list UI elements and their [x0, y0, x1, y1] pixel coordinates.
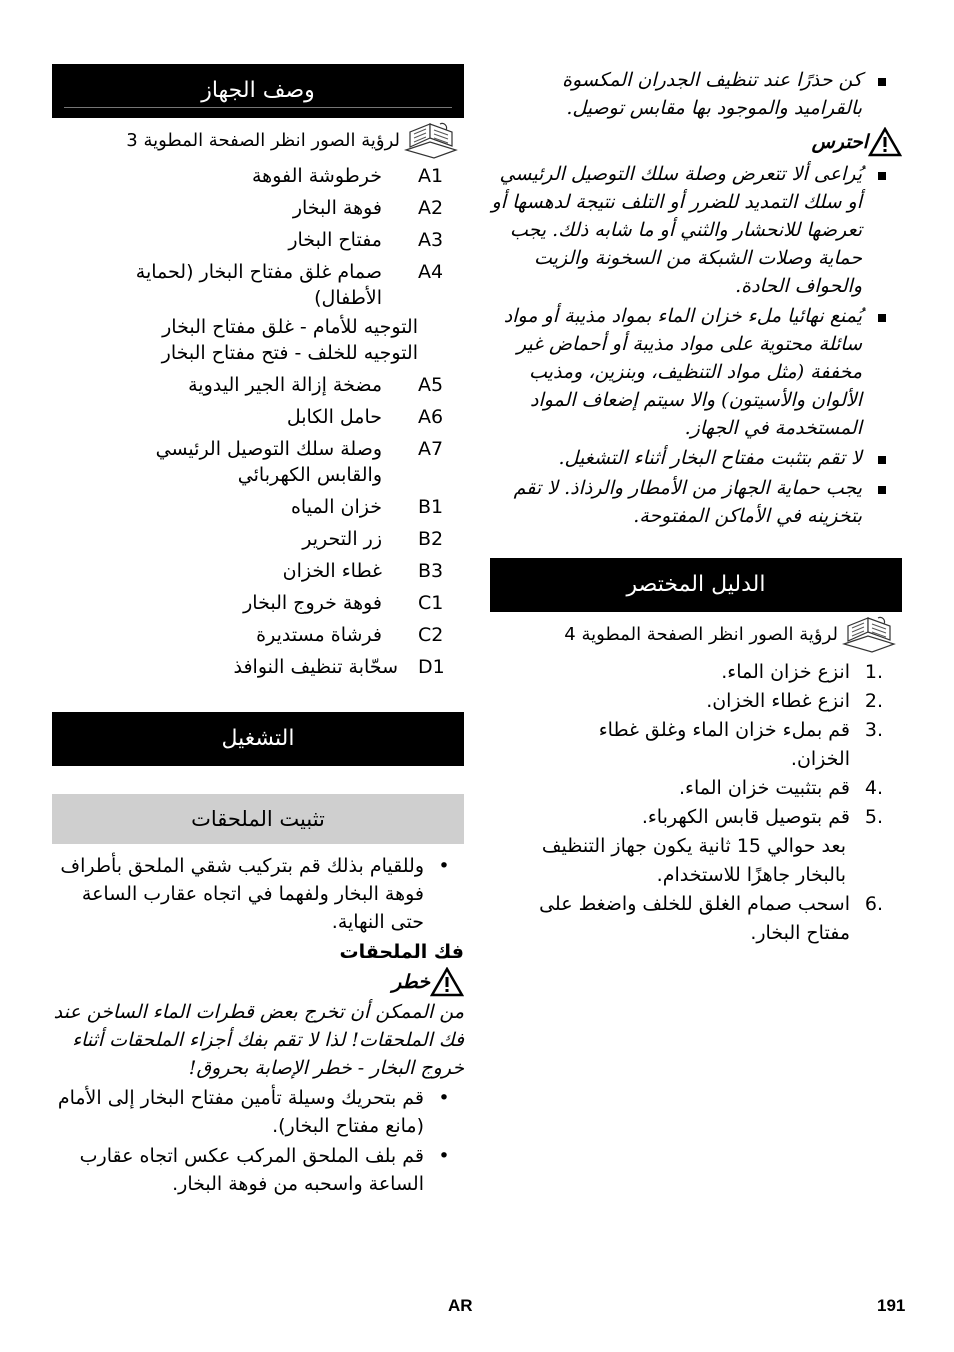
list-item	[52, 192, 464, 224]
item-label: مفتاح البخار	[288, 229, 382, 251]
danger-label: خطر	[392, 971, 430, 993]
figure-reference	[490, 616, 902, 652]
step-number: 3.	[864, 719, 884, 741]
list-item	[52, 491, 464, 523]
list-item	[52, 314, 464, 340]
remove-bullet-text: قم بلف الملحق المركب عكس اتجاه عقارب الساعة واسحبه من فوهة البخار.	[79, 1145, 424, 1195]
figure-reference	[52, 122, 464, 158]
item-code: A6	[418, 406, 444, 428]
list-item	[52, 401, 464, 433]
header-rule	[52, 763, 464, 764]
item-label: وصلة سلك التوصيل الرئيسي والقابس الكهربائي	[155, 438, 382, 486]
install-bullet	[52, 852, 464, 936]
remove-bullet	[52, 1084, 464, 1140]
list-item	[52, 651, 464, 683]
footer-language: AR	[448, 1296, 473, 1315]
warning-triangle-icon	[868, 127, 902, 157]
item-label: صمام غلق مفتاح البخار (لحماية الأطفال)	[135, 261, 382, 309]
bullet-square	[862, 160, 902, 300]
figure-reference-text: لرؤية الصور انظر الصفحة المطوية 3	[126, 129, 400, 151]
footer-page-number: 191	[877, 1296, 906, 1315]
list-item	[52, 224, 464, 256]
component-list	[52, 160, 464, 683]
remove-bullet-text: قم بتحريك وسيلة تأمين مفتاح البخار إلى الأمام (مانع مفتاح البخار).	[57, 1087, 424, 1137]
step-number: 2.	[864, 690, 884, 712]
list-item	[490, 890, 902, 948]
step-text: انزع خزان الماء.	[721, 661, 850, 683]
item-label: غطاء الخزان	[282, 560, 382, 582]
item-code: B1	[418, 496, 444, 518]
list-item	[490, 803, 902, 832]
item-code: D1	[418, 656, 445, 678]
bullet-square	[862, 302, 902, 442]
caution-bullet-text: لا تقم بتثبت مفتاح البخار أثناء التشغيل.	[558, 447, 862, 469]
header-rule	[64, 107, 452, 108]
quick-guide-steps	[490, 658, 902, 948]
item-code: A3	[418, 229, 444, 251]
item-label: خرطوشة الفوهة	[251, 165, 382, 187]
list-item	[52, 340, 464, 369]
step-text: اسحب صمام الغلق للخلف واضغط على مفتاح البخار.	[539, 893, 850, 944]
bullet-square	[862, 474, 902, 530]
quick-guide-title: الدليل المختصر	[626, 572, 766, 597]
item-label: فرشاة مستديرة	[256, 624, 382, 646]
step-note: بعد حوالي 15 ثانية يكون جهاز التنظيف بالبخار جاهزًا للاستخدام.	[541, 835, 846, 886]
item-label: فوهة البخار	[292, 197, 382, 219]
list-item	[490, 658, 902, 687]
safety-bullet	[490, 66, 902, 122]
list-item	[490, 774, 902, 803]
step-text: قم بملء خزان الماء وغلق غطاء الخزان.	[598, 719, 850, 770]
item-label: التوجيه للخلف - فتح مفتاح البخار	[161, 342, 418, 364]
caution-bullet	[490, 444, 902, 472]
caution-bullet	[490, 302, 902, 442]
left-column	[52, 64, 464, 1200]
item-code: A1	[418, 165, 444, 187]
danger-text: من الممكن أن تخرج بعض قطرات الماء الساخن عند فك الملحقات! لذا لا تقم بفك أجزاء الملحقات أثناء خروج البخار - خطر الإصابة بحروق!	[53, 1001, 464, 1079]
step-text: قم بتثبيت خزان الماء.	[679, 777, 850, 799]
step-number: 6.	[864, 893, 884, 915]
item-code: B3	[418, 560, 444, 582]
step-number: 1.	[864, 661, 884, 683]
list-item	[52, 587, 464, 619]
caution-bullet-text: يُراعى ألا تتعرض وصلة سلك التوصيل الرئيسي أو سلك التمديد للضرر أو التلف نتيجة لدهسها أو تعرضها للانحشار والثني أو ما شابه ذلك. يجب حماية وصلات الشبكة من السخونة والزيت والحواف الحادة.	[491, 163, 862, 297]
item-label: خزان المياه	[290, 496, 382, 518]
step-text: انزع غطاء الخزان.	[706, 690, 850, 712]
device-description-header	[52, 64, 464, 118]
bullet-square	[862, 66, 902, 122]
item-label: فوهة خروج البخار	[243, 592, 382, 614]
bullet-square	[862, 444, 902, 472]
list-item	[490, 716, 902, 774]
install-bullet-text: وللقيام بذلك قم بتركيب شقي الملحق بأطراف فوهة البخار ولفهما في اتجاه عقارب الساعة حتى النهاية.	[60, 855, 424, 933]
list-item	[52, 555, 464, 587]
caution-bullet-text: يُمنع نهائيا ملء خزان الماء بمواد مذيبة أو مواد سائلة محتوية على مواد مذيبة أو أحماض غير مخففة (مثل مواد التنظيف، وبنزين، ومذيب الألوان والأسيتون) والا سيتم إضعاف المواد المستخدمة في الجهاز.	[503, 305, 862, 439]
list-item	[52, 619, 464, 651]
open-book-icon	[838, 614, 902, 654]
item-label: التوجيه للأمام - غلق مفتاح البخار	[162, 316, 418, 338]
quick-guide-header	[490, 558, 902, 612]
remove-bullet	[52, 1142, 464, 1198]
item-code: A2	[418, 197, 444, 219]
item-code	[418, 340, 464, 366]
item-code	[418, 314, 464, 340]
item-label: زر التحرير	[302, 528, 382, 550]
item-code: C1	[418, 592, 444, 614]
install-accessories-header: تثبيت الملحقات	[52, 794, 464, 844]
item-code: C2	[418, 624, 444, 646]
list-item	[52, 160, 464, 192]
warning-triangle-icon	[430, 967, 464, 997]
step-text: قم بتوصيل قابس الكهرباء.	[641, 806, 850, 828]
danger-heading	[52, 966, 464, 998]
right-column	[490, 64, 902, 948]
bullet-dot: •	[438, 1087, 450, 1109]
list-item	[52, 369, 464, 401]
item-label: سحّابة تنظيف النوافذ	[233, 656, 398, 678]
list-item	[52, 523, 464, 555]
item-label: مضخة إزالة الجير اليدوية	[188, 374, 382, 396]
item-label: حامل الكابل	[286, 406, 382, 428]
safety-bullet-text: كن حذرًا عند تنظيف الجدران المكسوة بالقراميد والموجود بها مقابس توصيل.	[562, 69, 862, 119]
caution-bullet	[490, 474, 902, 530]
open-book-icon	[400, 120, 464, 160]
operation-title: التشغيل	[221, 726, 295, 751]
step-number: 5.	[864, 806, 884, 828]
list-item	[52, 433, 464, 491]
caution-label: احترس	[811, 131, 868, 153]
list-item	[490, 687, 902, 716]
item-code: B2	[418, 528, 444, 550]
caution-bullet-text: يجب حماية الجهاز من الأمطار والرذاذ. لا تقم بتخزينه في الأماكن المفتوحة.	[513, 477, 862, 527]
bullet-dot: •	[438, 1145, 450, 1167]
caution-heading	[490, 126, 902, 158]
figure-reference-text: لرؤية الصور انظر الصفحة المطوية 4	[564, 623, 838, 645]
bullet-dot: •	[438, 855, 450, 877]
item-code: A4	[418, 261, 444, 283]
step-number: 4.	[864, 777, 884, 799]
list-item	[52, 256, 464, 314]
device-description-title: وصف الجهاز	[201, 78, 315, 103]
operation-header	[52, 712, 464, 766]
item-code: A5	[418, 374, 444, 396]
remove-accessories-heading: فك الملحقات	[339, 941, 464, 963]
item-code: A7	[418, 438, 444, 460]
caution-bullet	[490, 160, 902, 300]
